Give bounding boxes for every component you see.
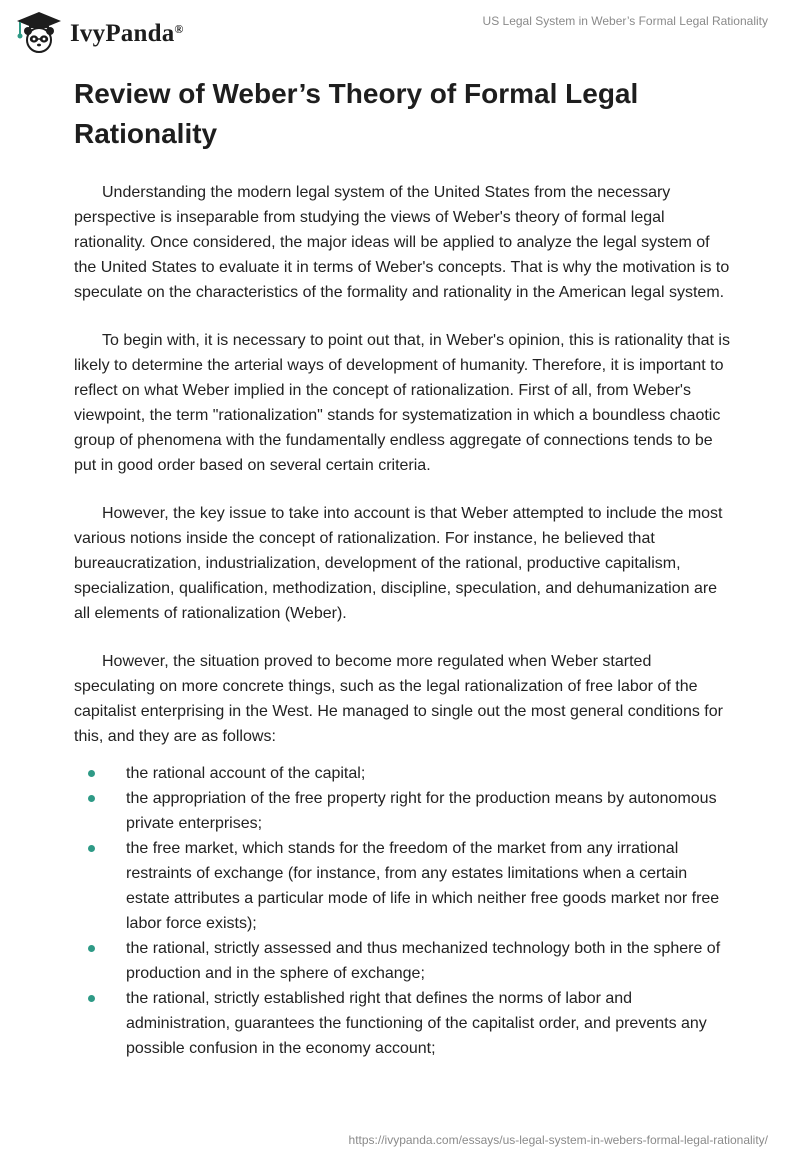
bullet-icon: [88, 845, 95, 852]
bullet-icon: [88, 795, 95, 802]
panda-graduate-icon: [14, 10, 64, 54]
list-item: [74, 786, 730, 836]
bullet-icon: [88, 995, 95, 1002]
article: [74, 74, 730, 1061]
page-header: [0, 0, 800, 70]
conditions-list: [74, 761, 730, 1061]
list-item-text: the rational, strictly assessed and thus mechanized technology both in the sphere of production and in the sphere of exchange;: [126, 940, 721, 982]
list-item: [74, 761, 730, 786]
registered-mark: ®: [174, 22, 184, 36]
essay-title-header: US Legal System in Weber’s Formal Legal Rationality: [482, 14, 768, 28]
brand-name: IvyPanda®: [70, 20, 184, 47]
page-title: Review of Weber’s Theory of Formal Legal Rationality: [74, 78, 639, 149]
source-url[interactable]: https://ivypanda.com/essays/us-legal-system-in-webers-formal-legal-rationality/: [348, 1133, 768, 1147]
list-item-text: the rational account of the capital;: [126, 765, 366, 782]
bullet-icon: [88, 945, 95, 952]
paragraph: To begin with, it is necessary to point out that, in Weber's opinion, this is rationality that is likely to determine the arterial ways of development of humanity. Therefore, it is important to reflect on what Weber implied in the concept of rationalization. First of all, from Weber's viewpoint, the term "rationalization" stands for systematization in which a boundless chaotic group of phenomena with the fundamentally endless aggregate of connections tends to be put in good order based on several certain criteria.: [74, 332, 730, 474]
paragraph: However, the key issue to take into account is that Weber attempted to include the most various notions inside the concept of rationalization. For instance, he believed that bureaucratization, industrialization, development of the rational, productive capitalism, specialization, qualification, methodization, discipline, speculation, and dehumanization are all elements of rationalization (Weber).: [74, 505, 723, 622]
bullet-icon: [88, 770, 95, 777]
paragraph: However, the situation proved to become more regulated when Weber started speculating on more concrete things, such as the legal rationalization of free labor of the capitalist enterprising in the West. He managed to single out the most general conditions for this, and they are as follows:: [74, 653, 723, 745]
paragraph: Understanding the modern legal system of the United States from the necessary perspective is inseparable from studying the views of Weber's theory of formal legal rationality. Once considered, the major ideas will be applied to analyze the legal system of the United States to evaluate it in terms of Weber's concepts. That is why the motivation is to speculate on the characteristics of the formality and rationality in the American legal system.: [74, 184, 730, 301]
list-item-text: the rational, strictly established right that defines the norms of labor and administration, guarantees the functioning of the capitalist order, and prevents any possible confusion in the economy account;: [126, 990, 707, 1057]
logo[interactable]: [14, 10, 184, 54]
list-item-text: the appropriation of the free property right for the production means by autonomous private enterprises;: [126, 790, 717, 832]
list-item: [74, 936, 730, 986]
list-item-text: the free market, which stands for the freedom of the market from any irrational restraints of exchange (for instance, from any estates limitations when a certain estate attributes a particular mode of life in which neither free goods market nor free labor force exists);: [126, 840, 720, 932]
list-item: [74, 836, 730, 936]
list-item: [74, 986, 730, 1061]
